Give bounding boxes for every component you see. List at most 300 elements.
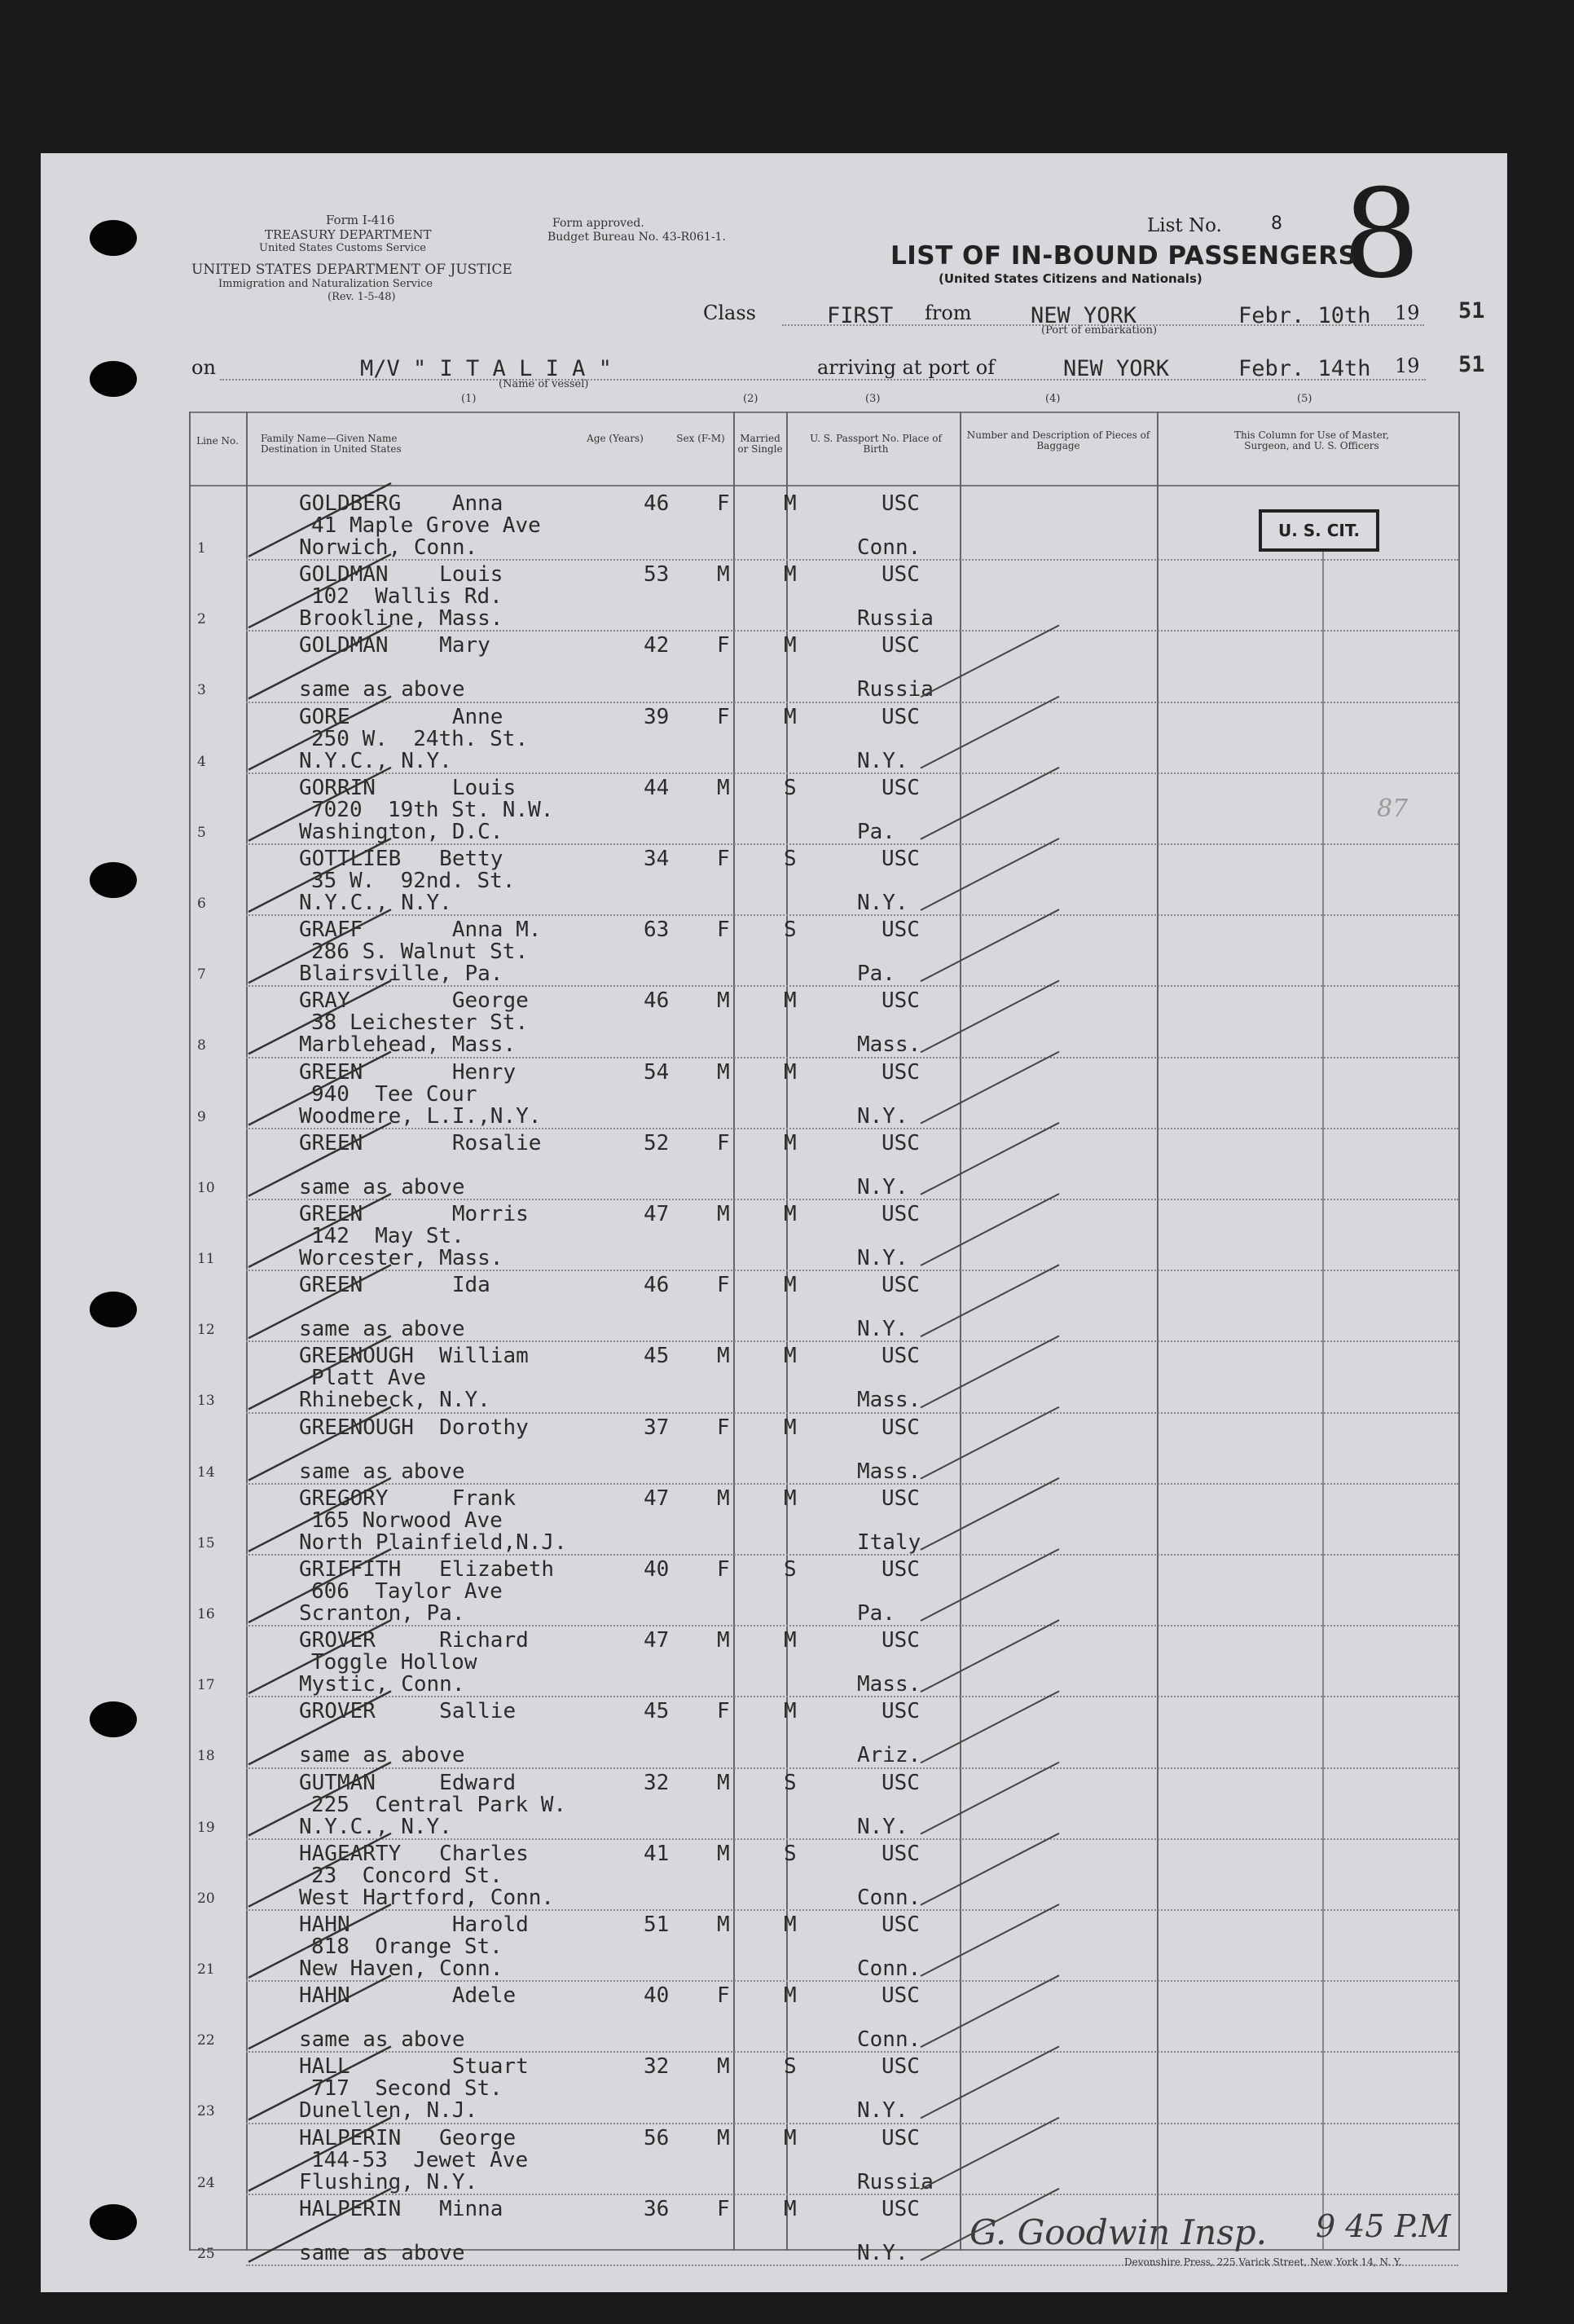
line-number: 7 [197, 966, 206, 984]
place-of-birth: N.Y. [857, 1103, 908, 1129]
marital-status: S [784, 1841, 797, 1866]
address-line-2: Rhinebeck, N.Y. [299, 1388, 490, 1413]
checkmark-stroke [921, 1833, 1059, 1905]
marital-status: S [784, 847, 797, 871]
line-number: 5 [197, 824, 206, 841]
place-of-birth: N.Y. [857, 2098, 908, 2124]
sex: F [717, 633, 730, 658]
passport: USC [882, 2196, 920, 2221]
year-value: 51 [1458, 298, 1485, 324]
age: 56 [644, 2125, 670, 2150]
age: 47 [644, 1486, 670, 1511]
page-subtitle: (United States Citizens and Nationals) [939, 271, 1202, 286]
doj: UNITED STATES DEPARTMENT OF JUSTICE [191, 262, 512, 278]
line-number: 4 [197, 753, 206, 770]
line-number: 9 [197, 1108, 206, 1125]
sex: F [717, 1130, 730, 1155]
passenger-name: GRAFF Anna M. [299, 918, 542, 943]
address-line-1: 38 Leichester St. [311, 1010, 529, 1036]
place-of-birth: Ariz. [857, 1743, 921, 1768]
address-line-2: West Hartford, Conn. [299, 1885, 555, 1910]
place-of-birth: Conn. [857, 535, 921, 560]
place-of-birth: Mass. [857, 1388, 921, 1413]
marital-status: M [784, 562, 797, 588]
line-number: 12 [197, 1322, 215, 1339]
line-number: 13 [197, 1393, 215, 1410]
age: 46 [644, 491, 670, 516]
marital-status: S [784, 775, 797, 800]
marital-status: M [784, 1415, 797, 1440]
passport: USC [882, 1344, 920, 1369]
place-of-birth: N.Y. [857, 1246, 908, 1270]
sex: F [717, 1557, 730, 1582]
inspection-time: 9 45 P.M [1316, 2208, 1451, 2244]
marital-status: M [784, 2196, 797, 2221]
sex: F [717, 918, 730, 943]
passport: USC [882, 1130, 920, 1155]
sex: M [717, 1841, 730, 1866]
vessel-name-label: (Name of vessel) [499, 378, 589, 390]
checkmark-stroke [248, 1833, 391, 1907]
passenger-name: HAHN Adele [299, 1983, 517, 2009]
passport: USC [882, 775, 920, 800]
passenger-name: GRIFFITH Elizabeth [299, 1557, 555, 1582]
checkmark-stroke [921, 768, 1059, 839]
checkmark-stroke [248, 768, 391, 841]
marital-status: M [784, 1486, 797, 1511]
address-line-2: Norwich, Conn. [299, 535, 478, 560]
from-label: from [925, 302, 972, 324]
passport: USC [882, 1770, 920, 1795]
line-number: 8 [197, 1037, 206, 1054]
checkmark-stroke [921, 1904, 1059, 1976]
address-line-1: Platt Ave [311, 1366, 426, 1391]
passenger-name: GOLDMAN Mary [299, 633, 490, 658]
place-of-birth: Pa. [857, 1601, 895, 1626]
age: 41 [644, 1841, 670, 1866]
sex: M [717, 2054, 730, 2080]
line-number: 23 [197, 2103, 215, 2120]
checkmark-stroke [248, 2189, 391, 2262]
printer-imprint: Devonshire Press, 225 Varick Street, New York 14, N. Y. [1124, 2256, 1403, 2268]
checkmark-stroke [248, 980, 391, 1054]
address-line-1: 286 S. Walnut St. [311, 940, 529, 965]
passenger-name: GREGORY Frank [299, 1486, 517, 1511]
passenger-name: GREEN Henry [299, 1059, 517, 1085]
place-of-birth: N.Y. [857, 748, 908, 773]
marital-status: M [784, 1059, 797, 1085]
departure-date: Febr. 10th [1238, 303, 1371, 328]
list-no-value: 8 [1271, 213, 1282, 234]
col-officers: This Column for Use of Master, Surgeon, and U. S. Officers [1233, 429, 1390, 451]
checkmark-stroke [921, 1123, 1059, 1195]
address-line-2: same as above [299, 1174, 465, 1199]
passenger-name: HALL Stuart [299, 2054, 529, 2080]
passport: USC [882, 1557, 920, 1582]
age: 45 [644, 1344, 670, 1369]
age: 36 [644, 2196, 670, 2221]
on-label: on [191, 356, 216, 379]
address-line-2: Washington, D.C. [299, 819, 503, 844]
checkmark-stroke [921, 1336, 1059, 1407]
address-line-1: 142 May St. [311, 1224, 464, 1248]
passenger-name: HAHN Harold [299, 1912, 529, 1937]
checkmark-stroke [921, 2046, 1059, 2118]
list-no-label: List No. [1147, 215, 1222, 236]
checkmark-stroke [248, 2118, 391, 2191]
passport: USC [882, 1912, 920, 1937]
line-number: 2 [197, 611, 206, 628]
address-line-1: 7020 19th St. N.W. [311, 797, 554, 822]
margin-note: 87 [1377, 794, 1409, 823]
marital-status: M [784, 633, 797, 658]
sex: F [717, 1699, 730, 1724]
checkmark-stroke [921, 625, 1059, 697]
sex: F [717, 1273, 730, 1298]
checkmark-stroke [921, 1052, 1059, 1124]
place-of-birth: Pa. [857, 819, 895, 844]
sex: M [717, 775, 730, 800]
age: 45 [644, 1699, 670, 1724]
year-label: 19 [1395, 302, 1420, 324]
age: 42 [644, 633, 670, 658]
marital-status: S [784, 2054, 797, 2080]
passenger-name: HALPERIN Minna [299, 2196, 503, 2221]
age: 34 [644, 847, 670, 871]
address-line-1: 144-53 Jewet Ave [311, 2147, 529, 2172]
address-line-1: 940 Tee Cour [311, 1081, 477, 1107]
checkmark-stroke [248, 1123, 391, 1196]
page-title: LIST OF IN-BOUND PASSENGERS [890, 241, 1357, 271]
checkmark-stroke [248, 1975, 391, 2049]
checkmark-stroke [921, 1265, 1059, 1336]
checkmark-stroke [248, 838, 391, 912]
treasury-dept: TREASURY DEPARTMENT [265, 227, 432, 242]
form-approved: Form approved. [552, 217, 644, 230]
col-line: Line No. [196, 435, 239, 447]
marital-status: M [784, 1202, 797, 1226]
place-of-birth: Pa. [857, 962, 895, 987]
checkmark-stroke [921, 1620, 1059, 1692]
checkmark-stroke [248, 1265, 391, 1338]
line-number: 22 [197, 2032, 215, 2049]
form-number: Form I-416 [326, 213, 395, 227]
marital-status: S [784, 1770, 797, 1795]
checkmark-stroke [921, 1975, 1059, 2047]
col-number: (3) [865, 393, 881, 405]
line-number: 10 [197, 1179, 215, 1196]
age: 40 [644, 1557, 670, 1582]
place-of-birth: N.Y. [857, 2240, 908, 2265]
age: 37 [644, 1415, 670, 1440]
col-number: (2) [743, 393, 758, 405]
checkmark-stroke [248, 1549, 391, 1622]
passenger-name: GREENOUGH Dorothy [299, 1415, 529, 1440]
sex: M [717, 1344, 730, 1369]
passenger-name: GREEN Rosalie [299, 1130, 542, 1155]
marital-status: M [784, 491, 797, 516]
passenger-name: GREENOUGH William [299, 1344, 529, 1369]
checkmark-stroke [921, 2189, 1059, 2260]
address-line-1: 225 Central Park W. [311, 1792, 567, 1817]
passport: USC [882, 1841, 920, 1866]
passport: USC [882, 1699, 920, 1724]
address-line-2: North Plainfield,N.J. [299, 1530, 567, 1555]
customs-service: United States Customs Service [259, 242, 426, 254]
us-citizen-stamp: U. S. CIT. [1259, 509, 1379, 552]
year-label-2: 19 [1395, 354, 1420, 377]
address-line-2: Dunellen, N.J. [299, 2098, 478, 2124]
checkmark-stroke [248, 1407, 391, 1481]
passport: USC [882, 1202, 920, 1226]
checkmark-stroke [921, 1407, 1059, 1479]
marital-status: M [784, 1344, 797, 1369]
passenger-name: HAGEARTY Charles [299, 1841, 529, 1866]
passport: USC [882, 633, 920, 658]
checkmark-stroke [248, 483, 391, 557]
passport: USC [882, 704, 920, 729]
address-line-2: Brookline, Mass. [299, 606, 503, 632]
place-of-birth: Mass. [857, 1032, 921, 1058]
address-line-2: Mystic, Conn. [299, 1672, 465, 1697]
checkmark-stroke [248, 1478, 391, 1552]
sex: M [717, 1770, 730, 1795]
line-number: 18 [197, 1748, 215, 1765]
arrival-date: Febr. 14th [1238, 356, 1371, 381]
place-of-birth: N.Y. [857, 1814, 908, 1839]
place-of-birth: Mass. [857, 1459, 921, 1484]
line-number: 21 [197, 1961, 215, 1978]
sex: M [717, 988, 730, 1014]
checkmark-stroke [248, 1691, 391, 1764]
col-sex: Sex (F-M) [676, 433, 725, 444]
passport: USC [882, 847, 920, 871]
address-line-2: Flushing, N.Y. [299, 2169, 478, 2194]
passport: USC [882, 1486, 920, 1511]
passport: USC [882, 1628, 920, 1653]
line-number: 19 [197, 1819, 215, 1836]
passenger-name: GRAY George [299, 988, 529, 1014]
place-of-birth: Russia [857, 677, 934, 702]
address-line-2: same as above [299, 677, 465, 702]
big-list-number: 8 [1343, 164, 1421, 306]
marital-status: M [784, 1273, 797, 1298]
checkmark-stroke [921, 838, 1059, 910]
address-line-1: 102 Wallis Rd. [311, 584, 503, 610]
age: 52 [644, 1130, 670, 1155]
checkmark-stroke [248, 697, 391, 770]
sex: F [717, 1415, 730, 1440]
checkmark-stroke [248, 1620, 391, 1693]
address-line-2: same as above [299, 1459, 465, 1484]
address-line-1: 818 Orange St. [311, 1934, 503, 1959]
line-number: 24 [197, 2174, 215, 2191]
checkmark-stroke [248, 1052, 391, 1125]
sex: F [717, 847, 730, 871]
age: 47 [644, 1628, 670, 1653]
place-of-birth: Conn. [857, 1885, 921, 1910]
embark-port-label: (Port of embarkation) [1041, 324, 1158, 337]
passenger-name: GOLDBERG Anna [299, 491, 503, 516]
passenger-name: GOLDMAN Louis [299, 562, 503, 588]
checkmark-stroke [248, 909, 391, 983]
sex: M [717, 1628, 730, 1653]
sex: M [717, 1202, 730, 1226]
address-line-1: 23 Concord St. [311, 1863, 503, 1888]
age: 46 [644, 988, 670, 1014]
line-number: 6 [197, 896, 206, 912]
passport: USC [882, 562, 920, 588]
sex: M [717, 562, 730, 588]
line-number: 17 [197, 1677, 215, 1694]
address-line-2: same as above [299, 2027, 465, 2053]
marital-status: M [784, 1983, 797, 2009]
address-line-2: N.Y.C., N.Y. [299, 748, 452, 773]
sex: M [717, 2125, 730, 2150]
marital-status: S [784, 1557, 797, 1582]
passenger-name: GOTTLIEB Betty [299, 847, 503, 871]
checkmark-stroke [921, 1478, 1059, 1550]
checkmark-stroke [248, 1904, 391, 1978]
line-number: 25 [197, 2245, 215, 2262]
checkmark-stroke [248, 1336, 391, 1409]
marital-status: M [784, 1699, 797, 1724]
address-line-1: 35 W. 92nd. St. [311, 869, 516, 893]
passenger-name: GUTMAN Edward [299, 1770, 517, 1795]
line-number: 11 [197, 1251, 215, 1267]
form-rev: (Rev. 1-5-48) [328, 291, 396, 303]
address-line-1: 41 Maple Grove Ave [311, 513, 541, 538]
place-of-birth: Mass. [857, 1672, 921, 1697]
age: 47 [644, 1202, 670, 1226]
sex: M [717, 1486, 730, 1511]
age: 46 [644, 1273, 670, 1298]
place-of-birth: N.Y. [857, 1174, 908, 1199]
age: 39 [644, 704, 670, 729]
passport: USC [882, 491, 920, 516]
address-line-2: N.Y.C., N.Y. [299, 1814, 452, 1839]
passport: USC [882, 918, 920, 943]
age: 63 [644, 918, 670, 943]
sex: M [717, 1059, 730, 1085]
line-number: 1 [197, 540, 206, 557]
address-line-2: Blairsville, Pa. [299, 962, 503, 987]
arrival-port: NEW YORK [1063, 356, 1170, 381]
address-line-2: New Haven, Conn. [299, 1956, 503, 1981]
line-number: 15 [197, 1534, 215, 1552]
sex: F [717, 491, 730, 516]
checkmark-stroke [921, 1763, 1059, 1834]
passport: USC [882, 1273, 920, 1298]
address-line-2: Woodmere, L.I.,N.Y. [299, 1103, 542, 1129]
checkmark-stroke [921, 1691, 1059, 1763]
passport: USC [882, 2054, 920, 2080]
passport: USC [882, 2125, 920, 2150]
checkmark-stroke [248, 2046, 391, 2119]
marital-status: M [784, 1912, 797, 1937]
checkmark-stroke [248, 1763, 391, 1836]
checkmark-stroke [921, 697, 1059, 768]
passenger-name: GROVER Sallie [299, 1699, 517, 1724]
age: 51 [644, 1912, 670, 1937]
checkmark-stroke [921, 1549, 1059, 1621]
passport: USC [882, 1415, 920, 1440]
place-of-birth: N.Y. [857, 1317, 908, 1342]
address-line-2: same as above [299, 1317, 465, 1342]
sex: M [717, 1912, 730, 1937]
line-number: 14 [197, 1464, 215, 1481]
address-line-2: Marblehead, Mass. [299, 1032, 517, 1058]
line-number: 20 [197, 1890, 215, 1907]
address-line-1: 165 Norwood Ave [311, 1508, 503, 1533]
checkmark-stroke [921, 2118, 1059, 2190]
class-label: Class [703, 302, 756, 324]
checkmark-stroke [248, 625, 391, 698]
checkmark-stroke [921, 1194, 1059, 1265]
checkmark-stroke [921, 980, 1059, 1052]
col-baggage: Number and Description of Pieces of Baggage [966, 429, 1150, 451]
arriving-label: arriving at port of [817, 356, 996, 379]
sex: F [717, 704, 730, 729]
col-married: Married or Single [737, 433, 783, 455]
class-value: FIRST [827, 303, 894, 328]
address-line-2: N.Y.C., N.Y. [299, 891, 452, 915]
col-age: Age (Years) [587, 433, 644, 444]
address-line-2: same as above [299, 2240, 465, 2265]
marital-status: M [784, 1130, 797, 1155]
age: 53 [644, 562, 670, 588]
checkmark-stroke [248, 554, 391, 627]
sex: F [717, 2196, 730, 2221]
line-number: 3 [197, 682, 206, 699]
place-of-birth: Italy [857, 1530, 921, 1555]
marital-status: M [784, 1628, 797, 1653]
budget-bureau: Budget Bureau No. 43-R061-1. [547, 231, 726, 244]
col-number: (5) [1297, 393, 1312, 405]
place-of-birth: Russia [857, 2169, 934, 2194]
place-of-birth: Conn. [857, 2027, 921, 2053]
marital-status: M [784, 2125, 797, 2150]
age: 44 [644, 775, 670, 800]
age: 32 [644, 2054, 670, 2080]
col-name: Family Name—Given Name Destination in United States [261, 433, 402, 455]
passenger-name: GROVER Richard [299, 1628, 529, 1653]
place-of-birth: Russia [857, 606, 934, 632]
ins: Immigration and Naturalization Service [218, 278, 433, 290]
passenger-name: GORE Anne [299, 704, 503, 729]
passenger-name: GORRIN Louis [299, 775, 517, 800]
marital-status: M [784, 988, 797, 1014]
marital-status: S [784, 918, 797, 943]
col-number: (4) [1045, 393, 1061, 405]
age: 32 [644, 1770, 670, 1795]
age: 40 [644, 1983, 670, 2009]
address-line-1: Toggle Hollow [311, 1650, 477, 1675]
address-line-1: 250 W. 24th. St. [311, 726, 529, 751]
passport: USC [882, 1059, 920, 1085]
marital-status: M [784, 704, 797, 729]
passport: USC [882, 1983, 920, 2009]
col-number: (1) [461, 393, 477, 405]
address-line-2: Scranton, Pa. [299, 1601, 465, 1626]
sex: F [717, 1983, 730, 2009]
passport: USC [882, 988, 920, 1014]
passenger-name: GREEN Ida [299, 1273, 490, 1298]
checkmark-stroke [248, 1194, 391, 1267]
vessel-name: M/V " I T A L I A " [360, 356, 612, 381]
checkmark-stroke [921, 909, 1059, 981]
embark-port: NEW YORK [1031, 303, 1137, 328]
